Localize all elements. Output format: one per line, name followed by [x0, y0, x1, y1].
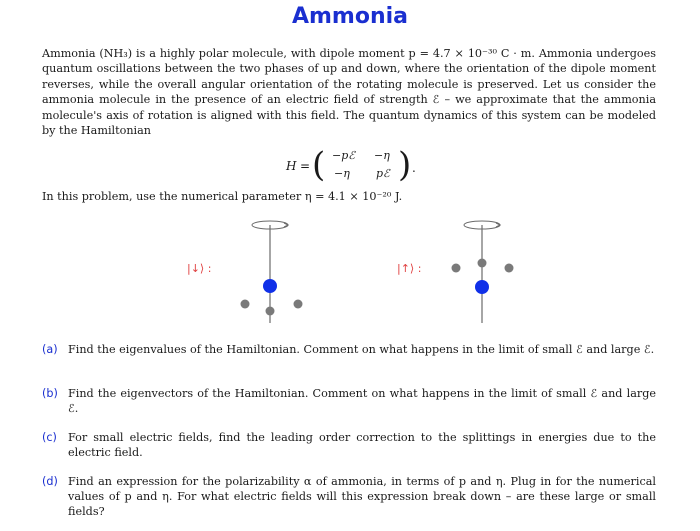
right-paren: ): [398, 145, 412, 185]
left-paren: (: [312, 145, 326, 185]
page-title: Ammonia: [291, 4, 409, 29]
state-up-label: |↑⟩ :: [397, 262, 422, 275]
question-b-label: (b): [42, 387, 58, 400]
hydrogen-atom-down-2: [294, 300, 303, 309]
hamiltonian-period: .: [412, 161, 416, 175]
up-state-molecule: [452, 221, 514, 323]
matrix-a11: −pℰ: [332, 149, 355, 162]
hydrogen-atom-up-3: [478, 259, 487, 268]
matrix-a21: −η: [334, 167, 350, 180]
question-a-label: (a): [42, 343, 58, 356]
question-a-text: Find the eigenvalues of the Hamiltonian. Comment on what happens in the limit of small ℰ and large ℰ.: [68, 343, 655, 356]
question-c-label: (c): [42, 431, 57, 444]
question-b: [42, 386, 656, 416]
hamiltonian-lhs: H: [286, 159, 297, 173]
question-b-text: Find the eigenvectors of the Hamiltonian. Comment on what happens in the limit of small ℰ and large ℰ.: [68, 387, 656, 415]
state-down-label: |↓⟩ :: [187, 262, 212, 275]
hydrogen-atom-up-2: [505, 264, 514, 273]
nitrogen-atom-up: [475, 280, 489, 294]
down-state-molecule: [241, 221, 303, 323]
ammonia-orientation-diagram: [0, 215, 700, 335]
question-c-text: For small electric fields, find the leading order correction to the splittings in energies due to the electric field.: [68, 431, 656, 459]
matrix-a22: pℰ: [376, 167, 390, 180]
question-d-label: (d): [42, 475, 58, 488]
question-d: [42, 474, 656, 519]
nitrogen-atom-down: [263, 279, 277, 293]
hydrogen-atom-down-3: [266, 307, 275, 316]
question-c: [42, 430, 656, 460]
hydrogen-atom-down-1: [241, 300, 250, 309]
hamiltonian-equals: =: [300, 159, 311, 173]
matrix-a12: −η: [374, 149, 390, 162]
hydrogen-atom-up-1: [452, 264, 461, 273]
parameter-sentence: In this problem, use the numerical parameter η = 4.1 × 10⁻²⁰ J.: [42, 190, 403, 203]
question-a: [42, 342, 656, 357]
intro-paragraph: Ammonia (NH₃) is a highly polar molecule, with dipole moment p = 4.7 × 10⁻³⁰ C · m. Ammonia undergoes quantum oscillations between the two phases of up and down, where the orientation of the dipole moment reverses, while the overall angular orientation of the rotating molecule is preserved. Let us consider the ammonia molecule in the presence of an electric field of strength ℰ – we approximate that the ammonia molecule's axis of rotation is aligned with this field. The quantum dynamics of this system can be modeled by the Hamiltonian: [42, 47, 656, 138]
question-d-text: Find an expression for the polarizability α of ammonia, in terms of p and η. Plug in for the numerical values of p and η. For what electric fields will this expression break down – are these large or small fields?: [68, 475, 656, 518]
